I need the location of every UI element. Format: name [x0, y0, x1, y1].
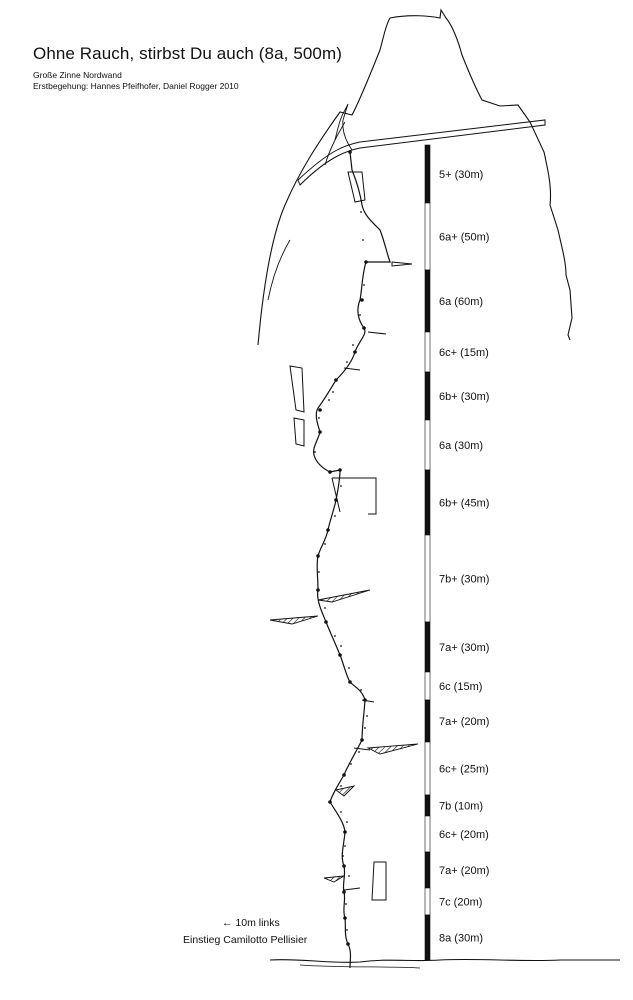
summit-ledge: [298, 120, 545, 185]
pitch-label: 6b+ (45m): [439, 497, 490, 510]
belay-dot: [338, 468, 342, 472]
pitch-segment: [425, 795, 430, 816]
pitch-label: 7b (10m): [439, 800, 484, 813]
belay-dot: [362, 326, 366, 330]
belay-dot: [338, 653, 342, 657]
bolt-dot: [362, 239, 364, 241]
pitch-label: 5+ (30m): [439, 169, 484, 181]
first-ascent: Erstbegehung: Hannes Pfeifhofer, Daniel Rogger 2010: [33, 81, 239, 91]
ground-line-2: [300, 965, 420, 968]
pitch-segment: [425, 915, 430, 960]
pitch-segment: [425, 622, 430, 672]
bolt-dot: [324, 607, 326, 609]
pitch-segment: [425, 470, 430, 535]
pitch-segment: [425, 816, 430, 852]
belay-dot: [334, 378, 338, 382]
belay-dot: [346, 942, 350, 946]
ledge-lower: [344, 888, 360, 890]
pitch-label: 6a (30m): [439, 440, 484, 452]
bolt-dot: [348, 667, 350, 669]
belay-dot: [318, 408, 322, 412]
bolt-dot: [363, 284, 365, 286]
pitch-label: 6c+ (15m): [439, 347, 489, 359]
belay-dot: [353, 350, 357, 354]
bolt-dot: [334, 515, 336, 517]
bolt-markers: [314, 150, 368, 946]
pitch-segment: [425, 145, 430, 203]
pitch-segment: [425, 672, 430, 700]
bolt-dot: [352, 344, 354, 346]
bolt-dot: [340, 645, 342, 647]
belay-dot: [342, 773, 346, 777]
pitch-segment: [425, 332, 430, 372]
pitch-label: 7c (20m): [439, 896, 483, 909]
route-title: Ohne Rauch, stirbst Du auch (8a, 500m): [33, 44, 343, 63]
belay-dot: [364, 260, 368, 264]
pitch-segment: [425, 852, 430, 888]
flake-left-2: [294, 418, 304, 446]
pitch-label: 8a (30m): [439, 932, 484, 945]
bolt-dot: [340, 785, 342, 787]
belay-dot: [348, 680, 352, 684]
pitch-segment: [425, 372, 430, 420]
pitch-segment: [425, 535, 430, 622]
pitch-label: 6a+ (50m): [439, 231, 490, 244]
route-line: [314, 152, 390, 968]
bolt-dot: [358, 751, 360, 753]
bolt-dot: [350, 763, 352, 765]
bolt-dot: [346, 361, 348, 363]
pitch-segment: [425, 203, 430, 270]
bolt-dot: [359, 314, 361, 316]
roof-upper: [348, 172, 365, 202]
belay-dot: [334, 498, 338, 502]
belay-dot: [360, 738, 364, 742]
pitch-label: 7a+ (20m): [439, 865, 490, 877]
bolt-dot: [332, 391, 334, 393]
flake-left-1: [290, 366, 304, 412]
hatched-ledge-lower: [324, 876, 344, 882]
bolt-dot: [318, 571, 320, 573]
bolt-dot: [345, 903, 347, 905]
pitch-label: 6b+ (30m): [439, 391, 490, 403]
pitch-segment: [425, 700, 430, 742]
bolt-dot: [346, 821, 348, 823]
start-name: Einstieg Camilotto Pellisier: [183, 934, 308, 946]
belay-dot: [360, 298, 364, 302]
belay-dot: [324, 620, 328, 624]
pitch-scale: [425, 145, 489, 960]
start-offset-note: ← 10m links: [222, 917, 280, 929]
pitch-label: 7a+ (30m): [439, 642, 490, 654]
summit-outline: [258, 10, 572, 345]
bolt-dot: [328, 399, 330, 401]
ground-line: [270, 959, 620, 962]
belay-dot: [348, 150, 352, 154]
pitch-segment: [425, 888, 430, 915]
pitch-label: 6c+ (20m): [439, 829, 489, 841]
pitch-segment: [425, 420, 430, 470]
belay-dot: [328, 470, 332, 474]
belay-dot: [342, 864, 346, 868]
bolt-dot: [324, 543, 326, 545]
hatched-roof-1: [318, 590, 370, 602]
pitch-segment: [425, 270, 430, 332]
pitch-label: 7b+ (30m): [439, 573, 490, 586]
exit-gully: [335, 104, 352, 150]
bolt-dot: [360, 689, 362, 691]
bolt-dot: [348, 875, 350, 877]
hatched-roof-3: [368, 744, 418, 754]
belay-dot: [318, 430, 322, 434]
belay-dot: [316, 554, 320, 558]
bolt-dot: [360, 211, 362, 213]
bolt-dot: [340, 485, 342, 487]
bolt-dot: [346, 929, 348, 931]
belay-dot: [363, 698, 367, 702]
bolt-dot: [340, 811, 342, 813]
bolt-dot: [314, 451, 316, 453]
belay-dot: [343, 916, 347, 920]
pitch-label: 7a+ (20m): [439, 716, 490, 728]
hatched-roof-4: [336, 786, 354, 796]
wall-name: Große Zinne Nordwand: [33, 70, 122, 80]
belay-dot: [328, 800, 332, 804]
bolt-dot: [366, 715, 368, 717]
bolt-dot: [364, 727, 366, 729]
ledge-6a: [392, 262, 412, 266]
belay-dot: [326, 528, 330, 532]
pitch-label: 6a (60m): [439, 296, 484, 308]
belay-dot: [342, 890, 346, 894]
hatched-roof-2: [270, 616, 318, 624]
bolt-dot: [342, 855, 344, 857]
belay-dot: [316, 588, 320, 592]
ledge-mid: [368, 332, 386, 334]
bolt-dot: [334, 635, 336, 637]
pitch-segment: [425, 742, 430, 795]
pitch-label: 6c+ (25m): [439, 763, 489, 776]
belay-dot: [343, 830, 347, 834]
bolt-dot: [318, 417, 320, 419]
bolt-dot: [344, 845, 346, 847]
pillar-lower: [372, 862, 386, 900]
pitch-label: 6c (15m): [439, 681, 483, 693]
